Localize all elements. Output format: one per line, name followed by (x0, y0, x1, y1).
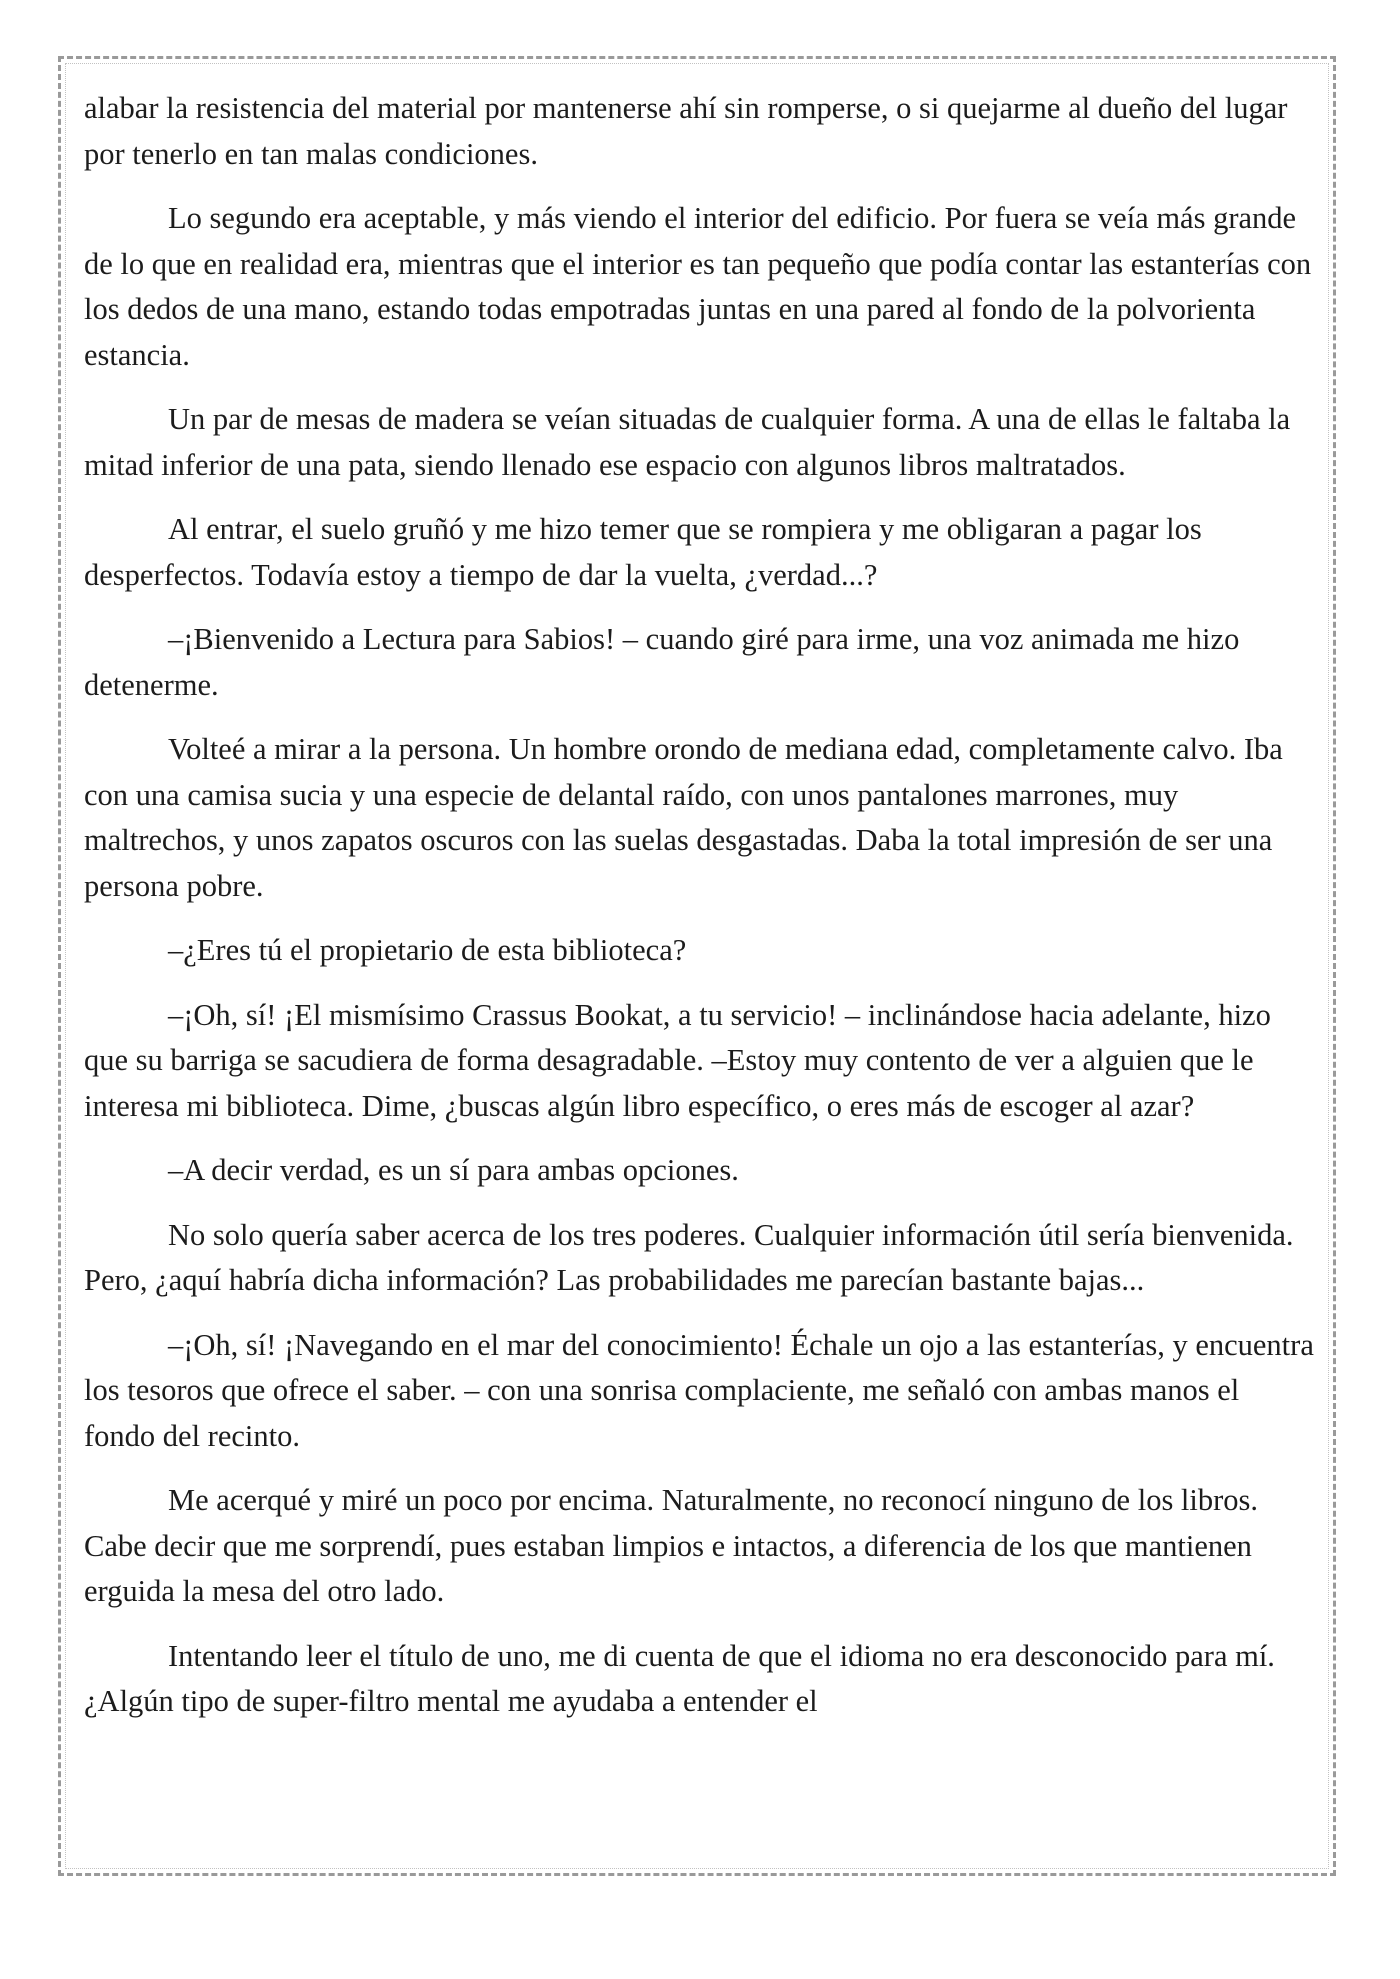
dialogue-paragraph: –¡Bienvenido a Lectura para Sabios! – cuando giré para irme, una voz animada me hizo detenerme. (84, 622, 1240, 702)
paragraph: Un par de mesas de madera se veían situadas de cualquier forma. A una de ellas le faltaba la mitad inferior de una pata, siendo llenado ese espacio con algunos libros maltratados. (84, 402, 1291, 482)
dialogue-paragraph: –¡Oh, sí! ¡El mismísimo Crassus Bookat, a tu servicio! – inclinándose hacia adelante, hizo que su barriga se sacudiera de forma desagradable. –Estoy muy contento de ver a alguien que le interesa mi biblioteca. Dime, ¿buscas algún libro específico, o eres más de escoger al azar? (84, 997, 1271, 1123)
dialogue-paragraph: –A decir verdad, es un sí para ambas opciones. (168, 1153, 739, 1187)
paragraph: Me acerqué y miré un poco por encima. Naturalmente, no reconocí ninguno de los libros. Cabe decir que me sorprendí, pues estaban limpios e intactos, a diferencia de los que mantienen erguida la mesa del otro lado. (84, 1483, 1259, 1608)
dialogue-paragraph: –¡Oh, sí! ¡Navegando en el mar del conocimiento! Échale un ojo a las estanterías, y encuentra los tesoros que ofrece el saber. – con una sonrisa complaciente, me señaló con ambas manos el fondo del recinto. (84, 1327, 1314, 1453)
paragraph: Intentando leer el título de uno, me di cuenta de que el idioma no era desconocido para mí. ¿Algún tipo de super-filtro mental me ayudaba a entender el (84, 1638, 1275, 1718)
paragraph: No solo quería saber acerca de los tres poderes. Cualquier información útil sería bienvenida. Pero, ¿aquí habría dicha información? Las probabilidades me parecían bastante bajas... (84, 1217, 1294, 1297)
paragraph: Volteé a mirar a la persona. Un hombre orondo de mediana edad, completamente calvo. Iba con una camisa sucia y una especie de delantal raído, con unos pantalones marrones, muy maltrechos, y unos zapatos oscuros con las suelas desgastadas. Daba la total impresión de ser una persona pobre. (84, 732, 1283, 903)
paragraph: Al entrar, el suelo gruñó y me hizo temer que se rompiera y me obligaran a pagar los desperfectos. Todavía estoy a tiempo de dar la vuelta, ¿verdad...? (84, 512, 1202, 592)
document-body (84, 86, 1316, 1744)
dialogue-paragraph: –¿Eres tú el propietario de esta biblioteca? (168, 933, 687, 967)
paragraph: Lo segundo era aceptable, y más viendo el interior del edificio. Por fuera se veía más grande de lo que en realidad era, mientras que el interior es tan pequeño que podía contar las estanterías con los dedos de una mano, estando todas empotradas juntas en una pared al fondo de la polvorienta estancia. (84, 201, 1312, 372)
paragraph: alabar la resistencia del material por mantenerse ahí sin romperse, o si quejarme al dueño del lugar por tenerlo en tan malas condiciones. (84, 91, 1288, 171)
